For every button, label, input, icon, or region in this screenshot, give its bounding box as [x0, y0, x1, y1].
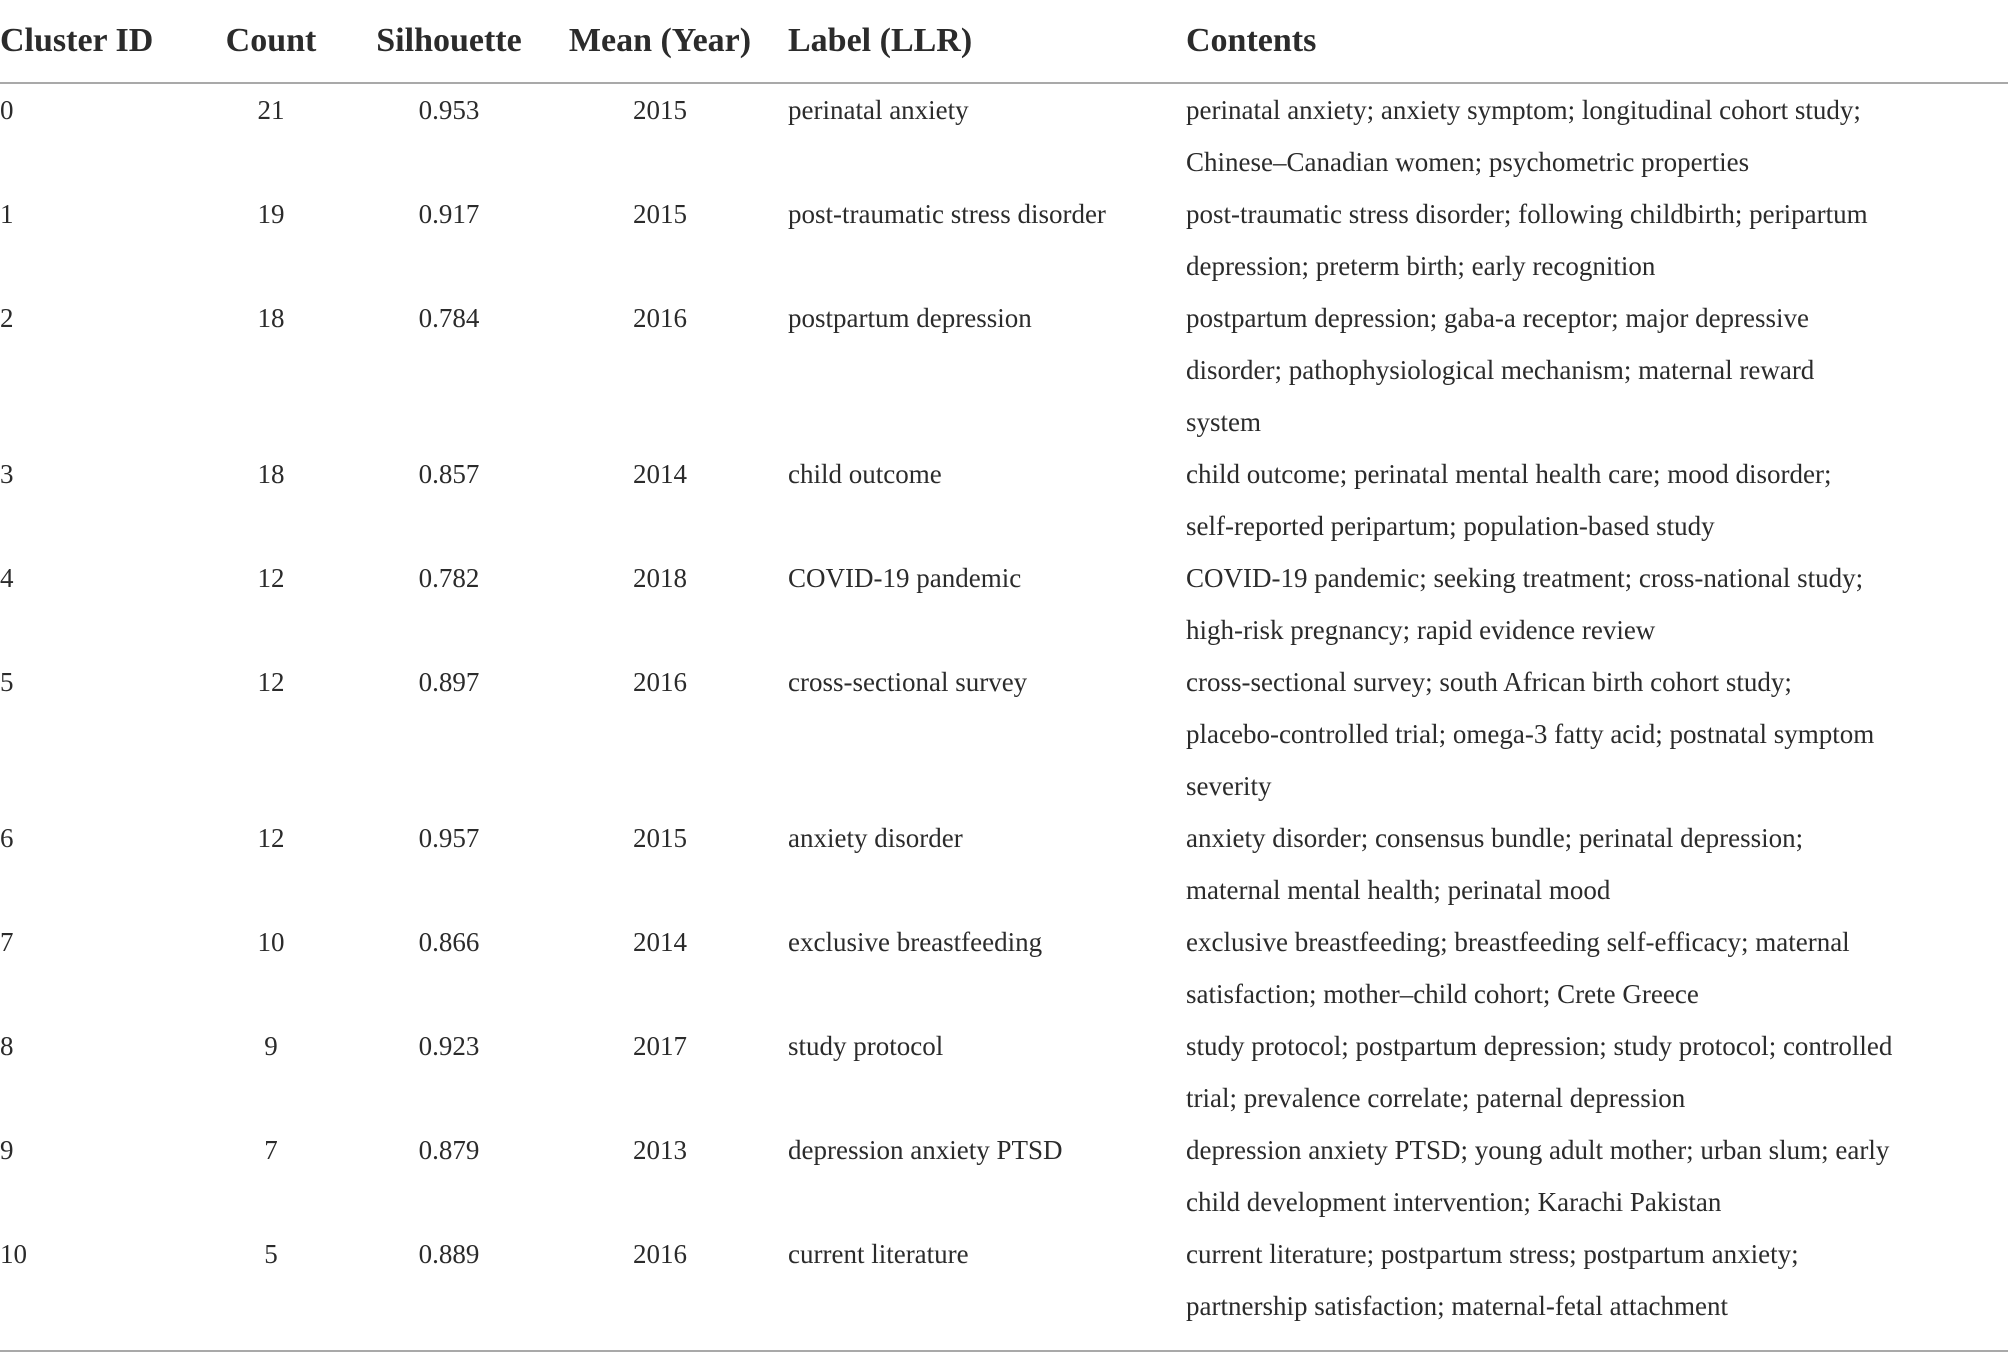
contents-line: depression; preterm birth; early recognition [1186, 251, 1656, 281]
cell-silhouette: 0.784 [418, 303, 480, 333]
cell-contents [1186, 83, 2008, 188]
table-row [0, 812, 2008, 916]
cell-cluster-id: 10 [0, 1239, 27, 1269]
header-cluster-id: Cluster ID [0, 0, 200, 83]
cell-cluster-id: 9 [0, 1135, 14, 1165]
cell-mean-year: 2014 [633, 459, 687, 489]
table-header-row [0, 0, 2008, 83]
cell-label: child outcome [788, 459, 942, 489]
cell-count: 21 [257, 95, 285, 125]
table-row [0, 188, 2008, 292]
contents-line: COVID-19 pandemic; seeking treatment; cross-national study; [1186, 563, 1864, 593]
cell-label: postpartum depression [788, 303, 1032, 333]
cell-cluster-id: 6 [0, 823, 14, 853]
cell-mean-year: 2016 [633, 667, 687, 697]
cell-label: post-traumatic stress disorder [788, 199, 1106, 229]
cell-contents [1186, 292, 2008, 448]
contents-line: high-risk pregnancy; rapid evidence review [1186, 615, 1656, 645]
cell-mean-year: 2013 [633, 1135, 687, 1165]
contents-line: child outcome; perinatal mental health care; mood disorder; [1186, 459, 1832, 489]
cell-mean-year: 2015 [633, 95, 687, 125]
cell-mean-year: 2018 [633, 563, 687, 593]
cell-silhouette: 0.879 [418, 1135, 480, 1165]
contents-line: placebo-controlled trial; omega-3 fatty acid; postnatal symptom [1186, 719, 1875, 749]
cell-count: 9 [264, 1031, 278, 1061]
cell-count: 10 [257, 927, 285, 957]
table-row [0, 1228, 2008, 1332]
cell-silhouette: 0.866 [418, 927, 480, 957]
contents-line: Chinese–Canadian women; psychometric properties [1186, 147, 1750, 177]
contents-line: postpartum depression; gaba-a receptor; major depressive [1186, 303, 1810, 333]
cell-label: COVID-19 pandemic [788, 563, 1022, 593]
contents-line: perinatal anxiety; anxiety symptom; longitudinal cohort study; [1186, 95, 1861, 125]
cell-cluster-id: 4 [0, 563, 14, 593]
cell-cluster-id: 2 [0, 303, 14, 333]
contents-line: anxiety disorder; consensus bundle; perinatal depression; [1186, 823, 1804, 853]
table-row [0, 552, 2008, 656]
cell-count: 18 [257, 303, 285, 333]
table-row [0, 916, 2008, 1020]
cell-silhouette: 0.889 [418, 1239, 480, 1269]
table-row [0, 1124, 2008, 1228]
cell-mean-year: 2017 [633, 1031, 687, 1061]
header-label-llr: Label (LLR) [764, 0, 1186, 83]
cell-count: 19 [257, 199, 285, 229]
contents-line: study protocol; postpartum depression; study protocol; controlled [1186, 1031, 1893, 1061]
cell-mean-year: 2016 [633, 1239, 687, 1269]
contents-line: post-traumatic stress disorder; following childbirth; peripartum [1186, 199, 1868, 229]
cell-silhouette: 0.953 [418, 95, 480, 125]
header-contents: Contents [1186, 0, 2008, 83]
cell-label: cross-sectional survey [788, 667, 1028, 697]
table-row [0, 1020, 2008, 1124]
cell-silhouette: 0.957 [418, 823, 480, 853]
contents-line: system [1186, 407, 1262, 437]
cell-mean-year: 2015 [633, 823, 687, 853]
cell-contents [1186, 1020, 2008, 1124]
cell-label: current literature [788, 1239, 969, 1269]
cell-contents [1186, 656, 2008, 812]
cell-cluster-id: 8 [0, 1031, 14, 1061]
cell-contents [1186, 552, 2008, 656]
header-mean-year: Mean (Year) [556, 0, 764, 83]
cell-count: 5 [264, 1239, 278, 1269]
cell-mean-year: 2016 [633, 303, 687, 333]
contents-line: self-reported peripartum; population-based study [1186, 511, 1715, 541]
cell-label: exclusive breastfeeding [788, 927, 1043, 957]
table-body [0, 83, 2008, 1332]
cell-count: 12 [257, 563, 285, 593]
cell-count: 12 [257, 823, 285, 853]
contents-line: cross-sectional survey; south African birth cohort study; [1186, 667, 1792, 697]
cell-label: depression anxiety PTSD [788, 1135, 1063, 1165]
contents-line: severity [1186, 771, 1272, 801]
cell-cluster-id: 3 [0, 459, 14, 489]
contents-line: current literature; postpartum stress; postpartum anxiety; [1186, 1239, 1799, 1269]
cell-mean-year: 2015 [633, 199, 687, 229]
table-row [0, 292, 2008, 448]
cell-silhouette: 0.923 [418, 1031, 480, 1061]
cell-cluster-id: 5 [0, 667, 14, 697]
table-row [0, 83, 2008, 188]
cell-contents [1186, 448, 2008, 552]
contents-line: child development intervention; Karachi Pakistan [1186, 1187, 1722, 1217]
cell-count: 12 [257, 667, 285, 697]
cell-silhouette: 0.782 [418, 563, 480, 593]
contents-line: trial; prevalence correlate; paternal depression [1186, 1083, 1686, 1113]
table-bottom-rule [0, 1350, 2008, 1352]
cell-contents [1186, 1228, 2008, 1332]
cell-contents [1186, 916, 2008, 1020]
header-silhouette: Silhouette [342, 0, 556, 83]
cell-cluster-id: 0 [0, 95, 14, 125]
contents-line: exclusive breastfeeding; breastfeeding self-efficacy; maternal [1186, 927, 1850, 957]
cell-contents [1186, 812, 2008, 916]
contents-line: satisfaction; mother–child cohort; Crete Greece [1186, 979, 1699, 1009]
contents-line: depression anxiety PTSD; young adult mother; urban slum; early [1186, 1135, 1890, 1165]
cell-label: study protocol [788, 1031, 944, 1061]
table-row [0, 448, 2008, 552]
contents-line: maternal mental health; perinatal mood [1186, 875, 1611, 905]
cell-contents [1186, 1124, 2008, 1228]
cell-cluster-id: 1 [0, 199, 14, 229]
cell-label: anxiety disorder [788, 823, 963, 853]
cell-cluster-id: 7 [0, 927, 14, 957]
cell-count: 7 [264, 1135, 278, 1165]
contents-line: partnership satisfaction; maternal-fetal attachment [1186, 1291, 1729, 1321]
cell-contents [1186, 188, 2008, 292]
contents-line: disorder; pathophysiological mechanism; maternal reward [1186, 355, 1815, 385]
cell-silhouette: 0.897 [418, 667, 480, 697]
table-row [0, 656, 2008, 812]
cell-label: perinatal anxiety [788, 95, 969, 125]
cell-mean-year: 2014 [633, 927, 687, 957]
cell-count: 18 [257, 459, 285, 489]
cell-silhouette: 0.917 [418, 199, 480, 229]
header-count: Count [200, 0, 342, 83]
cell-silhouette: 0.857 [418, 459, 480, 489]
